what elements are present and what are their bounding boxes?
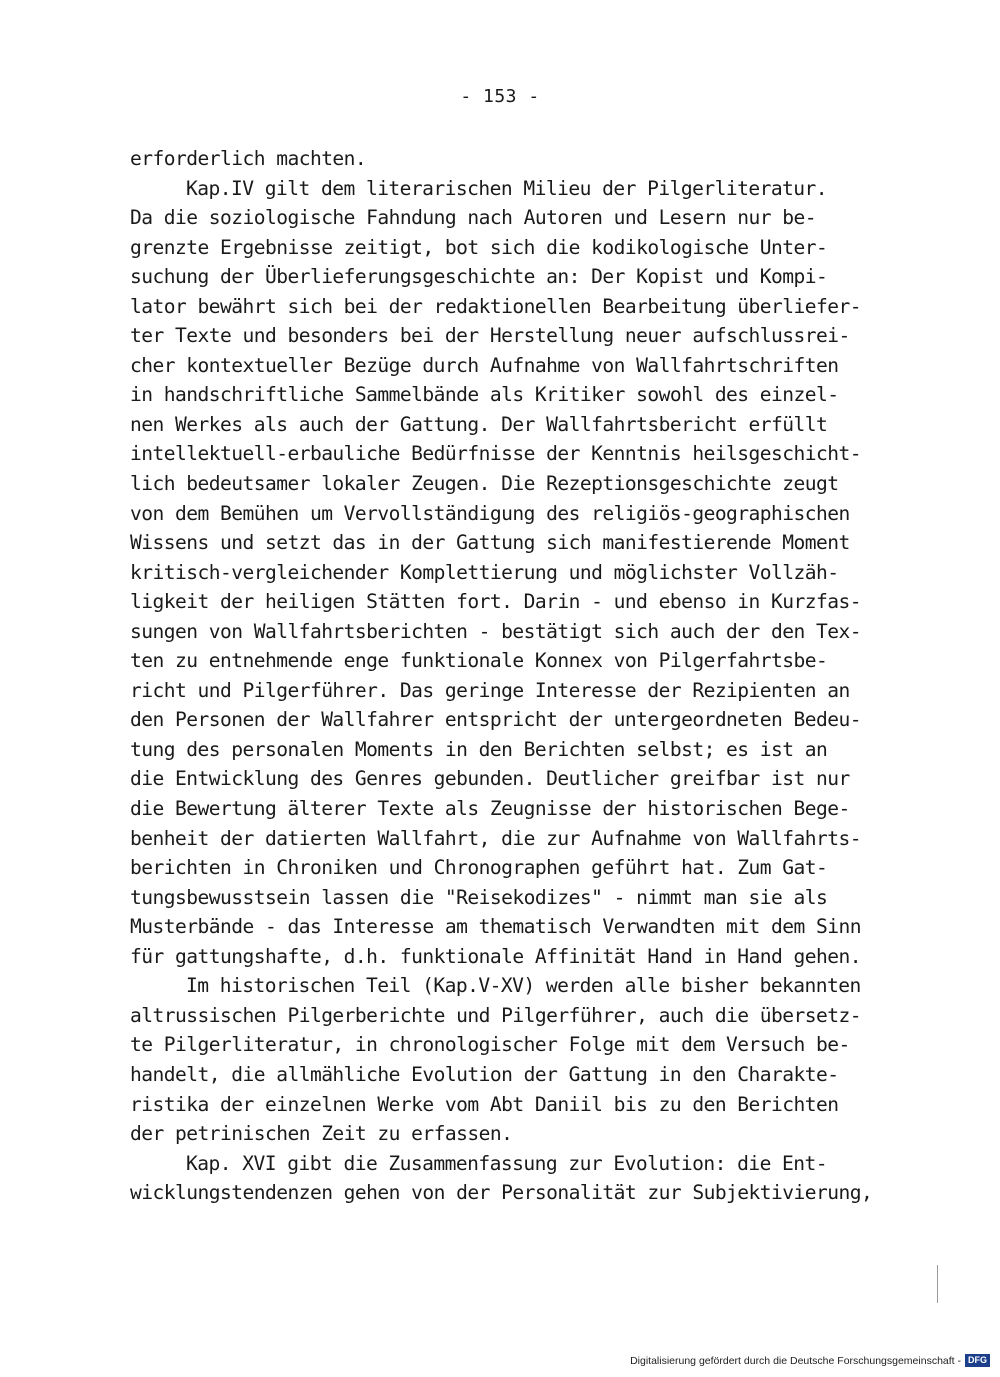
text-line: der petrinischen Zeit zu erfassen. <box>130 1122 513 1146</box>
text-line: wicklungstendenzen gehen von der Personalität zur Subjektivierung, <box>130 1181 873 1205</box>
text-line: den Personen der Wallfahrer entspricht der untergeordneten Bedeu- <box>130 708 862 732</box>
text-line: Kap. XVI gibt die Zusammenfassung zur Evolution: die Ent- <box>186 1151 828 1175</box>
text-line: die Entwicklung des Genres gebunden. Deutlicher greifbar ist nur <box>130 767 850 791</box>
text-line: kritisch-vergleichender Komplettierung und möglichster Vollzäh- <box>130 560 839 584</box>
text-line: grenzte Ergebnisse zeitigt, bot sich die kodikologische Unter- <box>130 235 828 259</box>
text-line: Musterbände - das Interesse am thematisch Verwandten mit dem Sinn <box>130 915 862 939</box>
text-line: handelt, die allmähliche Evolution der Gattung in den Charakte- <box>130 1062 839 1086</box>
footer-text: Digitalisierung gefördert durch die Deutsche Forschungsgemeinschaft - <box>630 1354 961 1367</box>
text-line: altrussischen Pilgerberichte und Pilgerführer, auch die übersetz- <box>130 1003 862 1027</box>
text-line: nen Werkes als auch der Gattung. Der Wallfahrtsbericht erfüllt <box>130 412 828 436</box>
text-line: ter Texte und besonders bei der Herstellung neuer aufschlussrei- <box>130 324 850 348</box>
text-line: lich bedeutsamer lokaler Zeugen. Die Rezeptionsgeschichte zeugt <box>130 472 839 496</box>
text-line: ligkeit der heiligen Stätten fort. Darin - und ebenso in Kurzfas- <box>130 590 862 614</box>
text-line: in handschriftliche Sammelbände als Kritiker sowohl des einzel- <box>130 383 839 407</box>
text-line: tungsbewusstsein lassen die "Reisekodizes" - nimmt man sie als <box>130 885 828 909</box>
text-line: benheit der datierten Wallfahrt, die zur Aufnahme von Wallfahrts- <box>130 826 862 850</box>
text-line: Da die soziologische Fahndung nach Autoren und Lesern nur be- <box>130 206 817 230</box>
text-line: erforderlich machten. <box>130 147 367 170</box>
text-line: die Bewertung älterer Texte als Zeugnisse der historischen Bege- <box>130 797 850 821</box>
text-line: tung des personalen Moments in den Berichten selbst; es ist an <box>130 737 828 761</box>
footer <box>630 1354 990 1367</box>
text-line: für gattungshafte, d.h. funktionale Affinität Hand in Hand gehen. <box>130 944 862 968</box>
text-line: Wissens und setzt das in der Gattung sich manifestierende Moment <box>130 531 850 555</box>
text-line: Kap.IV gilt dem literarischen Milieu der Pilgerliteratur. <box>186 176 828 200</box>
dfg-logo: DFG <box>965 1354 990 1367</box>
text-line: te Pilgerliteratur, in chronologischer Folge mit dem Versuch be- <box>130 1033 850 1057</box>
text-line: suchung der Überlieferungsgeschichte an: Der Kopist und Kompi- <box>130 265 828 289</box>
text-line: berichten in Chroniken und Chronographen geführt hat. Zum Gat- <box>130 856 828 880</box>
body-text <box>130 144 930 1208</box>
text-line: von dem Bemühen um Vervollständigung des religiös-geographischen <box>130 501 850 525</box>
text-line: Im historischen Teil (Kap.V-XV) werden alle bisher bekannten <box>186 974 861 998</box>
text-line: ristika der einzelnen Werke vom Abt Daniil bis zu den Berichten <box>130 1092 839 1116</box>
text-line: intellektuell-erbauliche Bedürfnisse der Kenntnis heilsgeschicht- <box>130 442 862 466</box>
margin-mark <box>937 1265 938 1303</box>
text-line: ten zu entnehmende enge funktionale Konnex von Pilgerfahrtsbe- <box>130 649 828 673</box>
text-line: cher kontextueller Bezüge durch Aufnahme von Wallfahrtschriften <box>130 353 839 377</box>
text-line: lator bewährt sich bei der redaktionellen Bearbeitung überliefer- <box>130 294 862 318</box>
text-line: sungen von Wallfahrtsberichten - bestätigt sich auch der den Tex- <box>130 619 862 643</box>
text-line: richt und Pilgerführer. Das geringe Interesse der Rezipienten an <box>130 678 850 702</box>
page-number: - 153 - <box>460 86 540 107</box>
